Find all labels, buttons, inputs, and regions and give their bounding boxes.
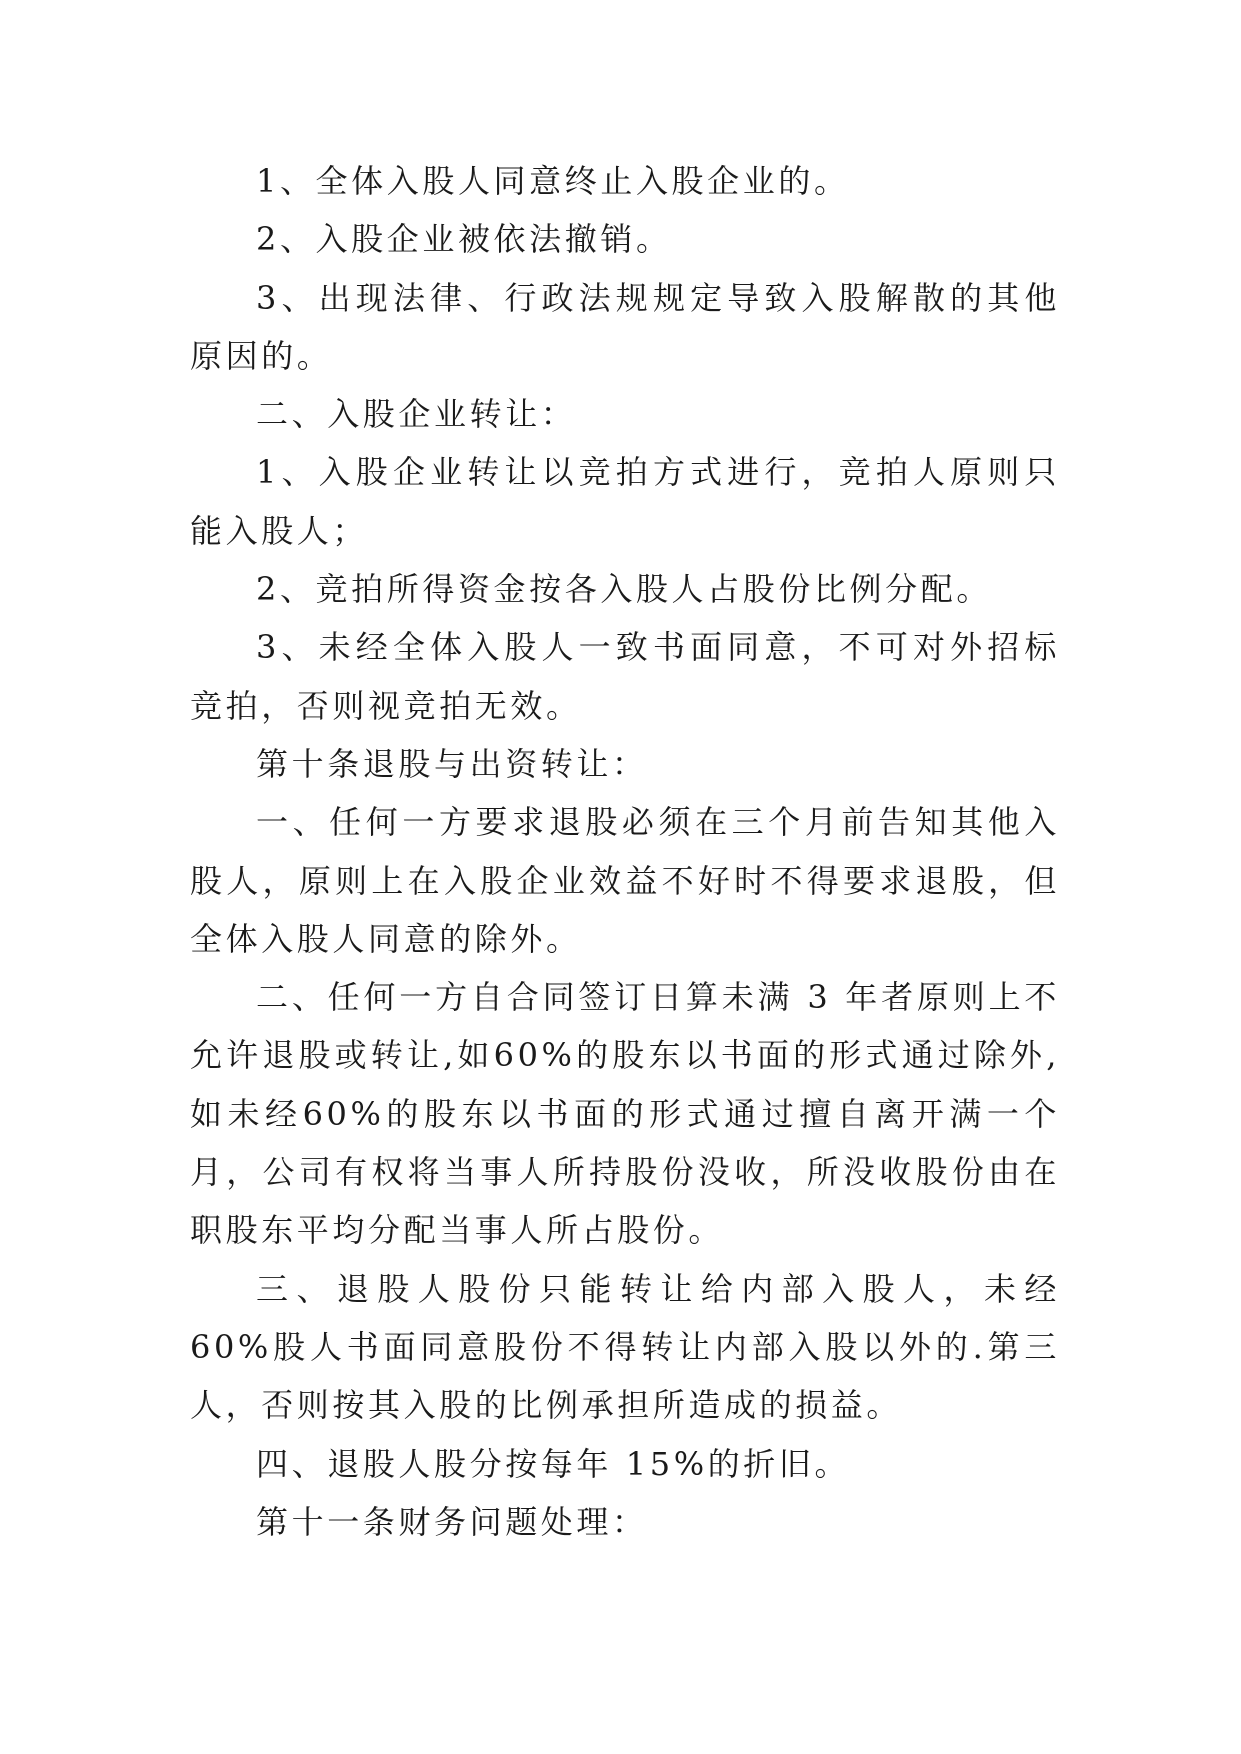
paragraph: 一、任何一方要求退股必须在三个月前告知其他入股人，原则上在入股企业效益不好时不得要求退股，但全体入股人同意的除外。: [190, 803, 1060, 958]
paragraph: 1、全体入股人同意终止入股企业的。: [256, 162, 850, 200]
article-heading: 第十条退股与出资转让：: [256, 744, 648, 783]
paragraph: 1、入股企业转让以竞拍方式进行，竞拍人原则只能入股人；: [190, 453, 1060, 550]
paragraph: 3、未经全体入股人一致书面同意，不可对外招标竞拍，否则视竞拍无效。: [190, 628, 1060, 725]
paragraph: 2、入股企业被依法撤销。: [256, 220, 672, 259]
section-heading: 二、入股企业转让：: [256, 395, 577, 434]
paragraph: 3、出现法律、行政法规规定导致入股解散的其他原因的。: [190, 278, 1060, 375]
article-heading: 第十一条财务问题处理：: [256, 1502, 648, 1541]
paragraph: 2、竞拍所得资金按各入股人占股份比例分配。: [256, 570, 992, 609]
paragraph: 四、退股人股分按每年 15%的折旧。: [256, 1444, 851, 1483]
paragraph: 三、退股人股份只能转让给内部入股人，未经 60%股人书面同意股份不得转让内部入股以外的.第三人，否则按其入股的比例承担所造成的损益。: [190, 1269, 1060, 1425]
paragraph: 二、任何一方自合同签订日算未满 3 年者原则上不允许退股或转让,如60%的股东以书面的形式通过除外,如未经60%的股东以书面的形式通过擅自离开满一个月，公司有权将当事人所持股份没收，所没收股份由在职股东平均分配当事人所占股份。: [190, 978, 1060, 1250]
document-body: [190, 152, 1060, 1551]
